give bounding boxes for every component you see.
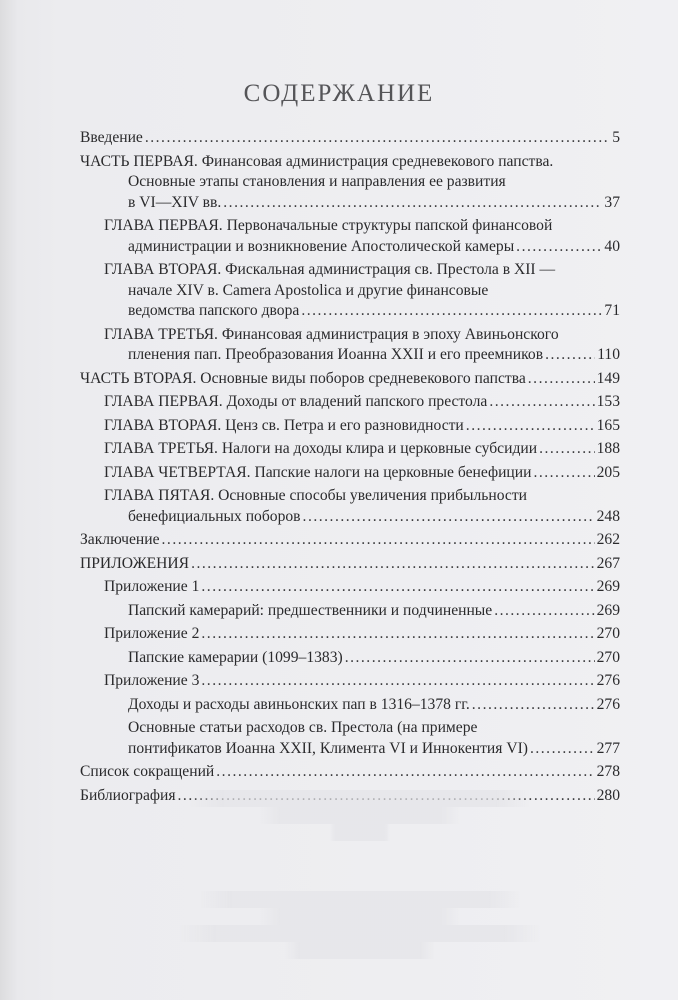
- toc-entry: [80, 486, 620, 527]
- toc-entry: [80, 718, 620, 759]
- leader-dots: [201, 577, 594, 598]
- toc-entry: [80, 671, 620, 692]
- page-number: 71: [604, 302, 620, 319]
- toc-entry-title: Папский камерарий: предшественники и подчиненные: [128, 601, 493, 619]
- page-number: 276: [596, 672, 620, 689]
- toc-entry-title: ведомства папского двора: [128, 302, 300, 319]
- toc-entry-title: ГЛАВА ЧЕТВЕРТАЯ. Папские налоги на церковные бенефиции: [104, 463, 532, 481]
- leader-dots: [201, 624, 594, 645]
- leader-dots: [472, 695, 595, 716]
- leader-dots: [201, 671, 594, 692]
- leader-dots: [530, 739, 595, 760]
- toc-entry: [80, 624, 620, 645]
- toc-entry-title: ЧАСТЬ ПЕРВАЯ. Финансовая администрация средневекового папства.: [80, 152, 554, 170]
- toc-entry: [80, 463, 620, 484]
- toc-entry-title: Приложение 2: [104, 625, 200, 642]
- page-number: 205: [596, 463, 620, 481]
- page-number: 276: [596, 695, 620, 713]
- toc-entry-title: ГЛАВА ПЕРВАЯ. Первоначальные структуры папской финансовой: [104, 217, 553, 234]
- toc-entry: [80, 530, 620, 551]
- page-number: 40: [604, 237, 620, 255]
- toc-entry-title: Доходы и расходы авиньонских пап в 1316–1378 гг.: [128, 695, 470, 713]
- toc-entry-title: Приложение 3: [104, 672, 200, 689]
- page-number: 270: [596, 625, 620, 642]
- page-number: 278: [596, 763, 620, 780]
- leader-dots: [528, 369, 595, 390]
- leader-dots: [145, 128, 610, 149]
- page-number: 280: [596, 786, 620, 804]
- toc-entry: [80, 554, 620, 575]
- page-number: 149: [596, 369, 620, 387]
- leader-dots: [545, 345, 595, 366]
- page-number: 5: [612, 129, 620, 146]
- toc-entry: [80, 762, 620, 783]
- toc-entry-title: ЧАСТЬ ВТОРАЯ. Основные виды поборов средневекового папства: [80, 369, 526, 387]
- toc-entry: [80, 369, 620, 390]
- page-number: 262: [596, 531, 620, 548]
- page-number: 153: [596, 393, 620, 410]
- toc-entry-title: Введение: [80, 129, 143, 146]
- page-number: 188: [596, 440, 620, 457]
- toc-entry-title: Папские камерарии (1099–1383): [128, 648, 343, 666]
- toc-entry-title: пленения пап. Преобразования Иоанна XXII и его преемников: [128, 346, 544, 363]
- leader-dots: [489, 392, 594, 413]
- toc-entry-title: ГЛАВА ТРЕТЬЯ. Финансовая администрация в эпоху Авиньонского: [104, 325, 559, 343]
- toc-entry-title: Заключение: [80, 531, 160, 548]
- page-number: 269: [596, 601, 620, 619]
- page-number: 267: [596, 554, 620, 572]
- toc-entry-title: администрации и возникновение Апостолической камеры: [128, 237, 515, 255]
- page-number: 277: [596, 739, 620, 757]
- page-number: 270: [596, 648, 620, 666]
- page-number: 110: [597, 346, 620, 363]
- leader-dots: [191, 554, 595, 575]
- toc-entry-title: ГЛАВА ВТОРАЯ. Фискальная администрация св. Престола в XII —: [104, 261, 556, 278]
- toc-entry: [80, 260, 620, 322]
- toc-entry: [80, 786, 620, 807]
- leader-dots: [303, 507, 595, 528]
- leader-dots: [516, 237, 602, 258]
- toc-entry: [80, 128, 620, 149]
- toc-entry: [80, 416, 620, 437]
- toc-entry-title: ГЛАВА ВТОРАЯ. Ценз св. Петра и его разновидности: [104, 416, 464, 434]
- leader-dots: [162, 530, 595, 551]
- leader-dots: [178, 786, 595, 807]
- leader-dots: [494, 601, 594, 622]
- toc-entry-title: Основные этапы становления и направления ее развития: [128, 173, 506, 190]
- toc-entry: [80, 648, 620, 669]
- table-of-contents: [80, 128, 620, 809]
- toc-entry-title: ГЛАВА ПЕРВАЯ. Доходы от владений папского престола: [104, 393, 488, 410]
- toc-entry: [80, 695, 620, 716]
- toc-entry-title: ГЛАВА ПЯТАЯ. Основные способы увеличения прибыльности: [104, 487, 527, 504]
- toc-entry-title: ГЛАВА ТРЕТЬЯ. Налоги на доходы клира и церковные субсидии: [104, 440, 538, 457]
- leader-dots: [223, 193, 602, 214]
- page-number: 248: [596, 507, 620, 525]
- page-number: 269: [596, 578, 620, 595]
- toc-entry: [80, 392, 620, 413]
- toc-entry-title: в VI—XIV вв.: [128, 193, 222, 211]
- toc-entry: [80, 439, 620, 460]
- leader-dots: [539, 439, 595, 460]
- toc-entry-title: понтификатов Иоанна XXII, Климента VI и Иннокентия VI): [128, 739, 528, 757]
- bleed-through-text: [170, 790, 550, 959]
- leader-dots: [345, 648, 595, 669]
- toc-entry: [80, 577, 620, 598]
- toc-entry-title: ПРИЛОЖЕНИЯ: [80, 554, 190, 572]
- leader-dots: [216, 762, 594, 783]
- page-number: 165: [596, 416, 620, 434]
- toc-entry-title: Приложение 1: [104, 578, 200, 595]
- toc-entry: [80, 216, 620, 257]
- leader-dots: [533, 463, 594, 484]
- page-number: 37: [604, 193, 620, 211]
- toc-entry-title: Библиография: [80, 786, 176, 804]
- toc-entry-title: бенефициальных поборов: [128, 507, 301, 525]
- page-title: СОДЕРЖАНИЕ: [243, 80, 435, 107]
- toc-entry: [80, 152, 620, 214]
- toc-entry: [80, 601, 620, 622]
- toc-entry-title: Список сокращений: [80, 763, 215, 780]
- toc-entry: [80, 325, 620, 366]
- leader-dots: [466, 416, 595, 437]
- toc-entry-title: начале XIV в. Camera Apostolica и другие финансовые: [128, 281, 489, 299]
- toc-entry-title: Основные статьи расходов св. Престола (на примере: [128, 719, 478, 736]
- leader-dots: [301, 301, 602, 322]
